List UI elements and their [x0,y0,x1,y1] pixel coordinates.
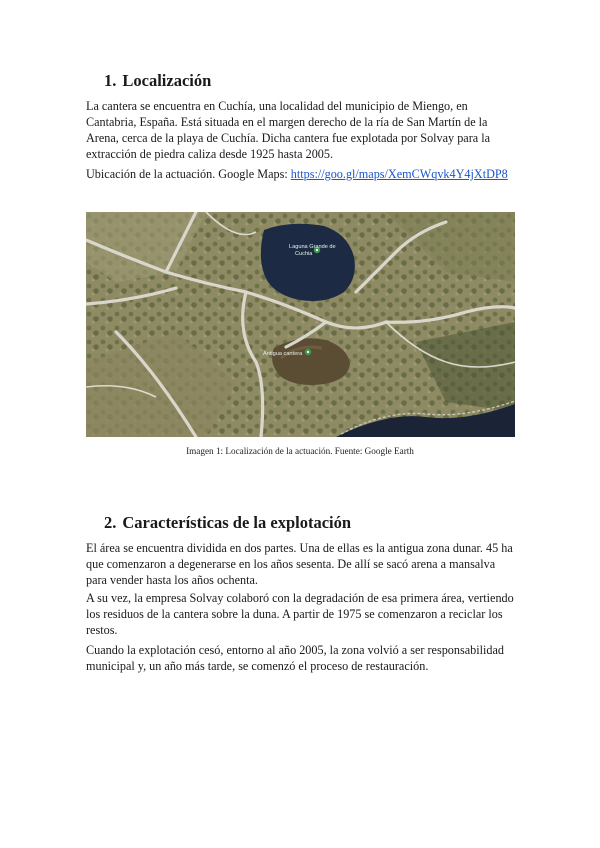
google-maps-link[interactable]: https://goo.gl/maps/XemCWqvk4Y4jXtDP8 [290,167,508,181]
body-paragraph [86,540,516,588]
text-line: Arena, cerca de la playa de Cuchía. Dicha cantera fue explotada por Solvay para la [86,131,491,145]
text-line: restos. [86,623,118,637]
text-line: El área se encuentra dividida en dos partes. Una de ellas es la antigua zona dunar. 45 ha [86,541,513,555]
quarry-marker-icon [305,349,311,355]
text-line: los residuos de la cantera sobre la duna. A partir de 1975 se comenzaron a reciclar los [86,607,503,621]
text-line: Cuando la explotación cesó, entorno al año 2005, la zona volvió a ser responsabilidad [86,643,504,657]
satellite-map-image [86,212,515,437]
text-line: municipal y, un año más tarde, se comenzó el proceso de restauración. [86,659,429,673]
map-label-lagoon-line2: Cuchia [295,251,313,257]
section-title: Localización [122,71,212,90]
text-line: La cantera se encuentra en Cuchía, una localidad del municipio de Miengo, en [86,99,468,113]
body-paragraph [86,642,516,674]
body-paragraph [86,590,516,638]
section-number: 1. [104,71,117,90]
image-caption: Imagen 1: Localización de la actuación. Fuente: Google Earth [186,446,414,456]
section-heading-caracteristicas [104,513,351,533]
location-paragraph [86,166,516,182]
map-label-quarry: Antigua cantera [263,351,303,357]
text-line: para vender hasta los años ochenta. [86,573,258,587]
section-heading-localizacion [104,71,211,91]
text-line: extracción de piedra caliza desde 1925 hasta 2005. [86,147,334,161]
location-label: Ubicación de la actuación. Google Maps: [86,167,291,181]
text-line: Cantabria, España. Está situada en el margen derecho de la ría de San Martín de la [86,115,488,129]
text-line: que comenzaron a degenerarse en los años sesenta. De allí se sacó arena a mansalva [86,557,496,571]
intro-paragraph [86,98,516,162]
section-number: 2. [104,513,117,532]
section-title: Características de la explotación [122,513,352,532]
text-line: A su vez, la empresa Solvay colaboró con la degradación de esa primera área, vertiendo [86,591,514,605]
map-label-lagoon-line1: Laguna Grande de [289,244,336,250]
